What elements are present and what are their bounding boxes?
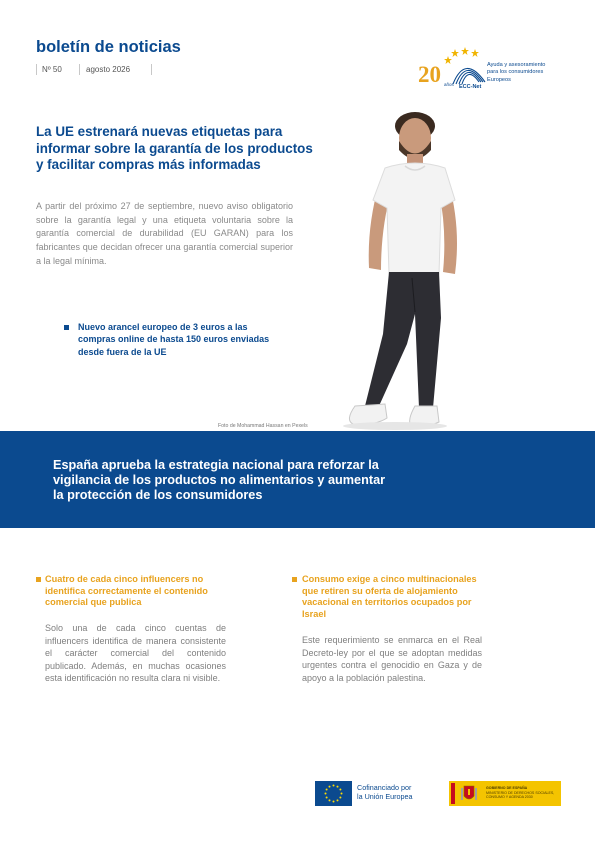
column-1-body: Solo una de cada cinco cuentas de influencers identifica de manera consistente el carácter comercial del contenido publicado. Además, en muchas ocasiones esta identificación no resulta clara ni visible.	[45, 623, 226, 683]
bullet-news-link[interactable]: Nuevo arancel europeo de 3 euros a las compras online de hasta 150 euros enviadas desde fuera de la UE	[78, 322, 270, 357]
logo-stars-icon	[444, 47, 479, 64]
newsletter-title: boletín de noticias	[36, 38, 181, 56]
logo-arcs-icon	[453, 68, 485, 84]
eu-cofunding-label: Cofinanciado por la Unión Europea	[357, 783, 413, 802]
logo-tagline: Ayuda y asesoramiento para los consumidores Europeos	[487, 62, 546, 83]
meta-divider	[151, 64, 152, 75]
bullet-square-icon	[64, 325, 69, 330]
eu-flag-icon	[315, 781, 352, 806]
lead-article-title[interactable]: La UE estrenará nuevas etiquetas para informar sobre la garantía de los productos y facilitar compras más informadas	[36, 124, 313, 172]
meta-divider	[79, 64, 80, 75]
column-2-body: Este requerimiento se enmarca en el Real Decreto-ley por el que se adoptan medidas urgentes contra el genocidio en Gaza y de apoyo a la población palestina.	[302, 635, 482, 683]
person-photo	[315, 108, 465, 434]
logo-years-label: años	[444, 82, 454, 87]
issue-number: Nº 50	[42, 65, 62, 74]
logo-org-name: ECC-Net	[459, 84, 482, 90]
issue-date: agosto 2026	[86, 65, 131, 74]
bullet-square-icon	[292, 577, 297, 582]
logo-number: 20	[418, 62, 441, 87]
meta-divider	[36, 64, 37, 75]
spain-ministry-label: GOBIERNO DE ESPAÑA MINISTERIO DE DERECHOS SOCIALES, CONSUMO Y AGENDA 2030	[486, 786, 555, 800]
lead-article-body: A partir del próximo 27 de septiembre, nuevo aviso obligatorio sobre la garantía legal y una etiqueta voluntaria sobre la garantía comercial de durabilidad (EU GARAN) para los fabricantes que decidan ofrecer una garantía comercial superior a la legal mínima.	[36, 201, 293, 266]
spain-coat-of-arms-icon	[451, 783, 483, 804]
column-1-title[interactable]: Cuatro de cada cinco influencers no identifica correctamente el contenido comercial que publica	[45, 574, 208, 608]
bullet-square-icon	[36, 577, 41, 582]
column-2-title[interactable]: Consumo exige a cinco multinacionales que retiren su oferta de alojamiento vacacional en territorios ocupados por Israel	[302, 574, 477, 620]
banner-headline[interactable]: España aprueba la estrategia nacional para reforzar la vigilancia de los productos no alimentarios y aumentar la protección de los consumidores	[53, 458, 386, 502]
photo-credit: Foto de Mohammad Hassan en Pexels	[218, 423, 308, 429]
